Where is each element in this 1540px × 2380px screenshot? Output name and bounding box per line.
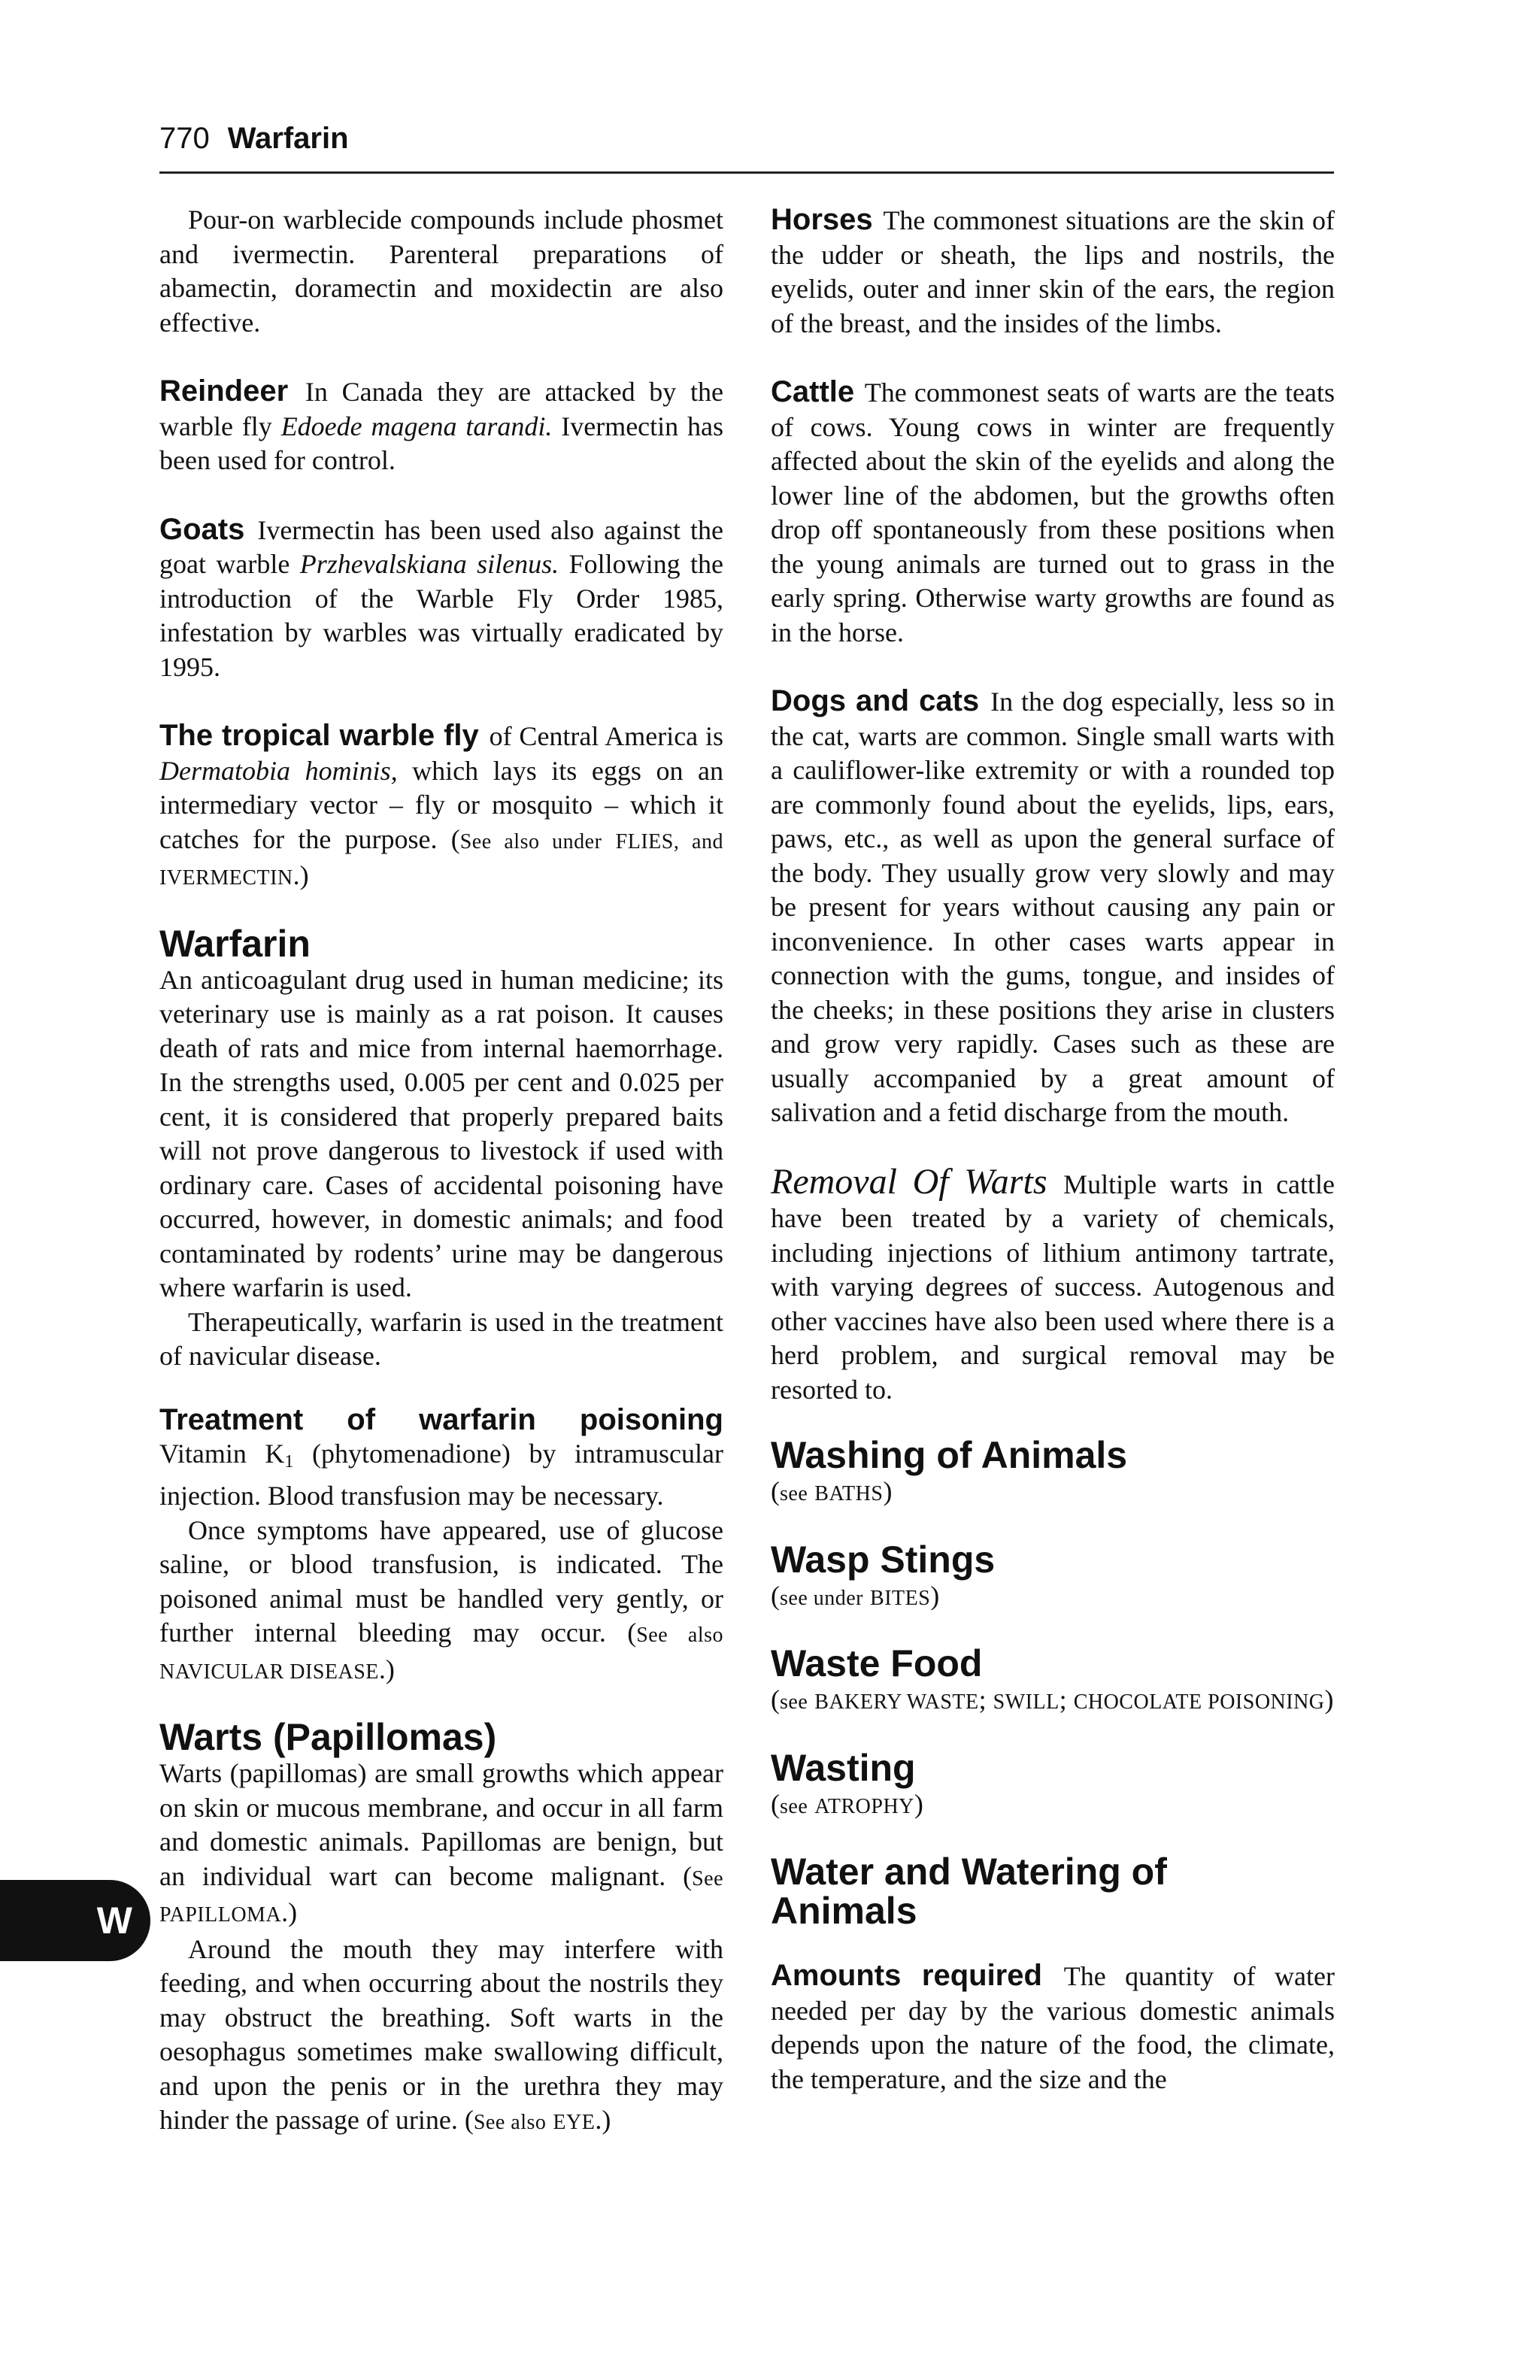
entry-heading-waste-food: Waste Food xyxy=(771,1642,983,1684)
wasp-see: (see under BITES) xyxy=(771,1580,940,1611)
cross-ref-atrophy[interactable]: ATROPHY xyxy=(814,1794,914,1818)
entry-heading-water: Water and Watering of Animals xyxy=(771,1851,1167,1932)
dogs-cats-text: In the dog especially, less so in the cat, warts are common. Single small warts with a cauliflower-like extremity or with a rounded top are commonly found about the eyelids, lips, ears, paws, etc., as well as upon the general surface of the body. They usually grow very slowly and may be present for years without causing any pain or inconvenience. In other cases warts appear in connection with the gums, tongue, and insides of the cheeks; in these positions they arise in clusters and grow very rapidly. Cases such as these are usually accompanied by a great amount of salivation and a fetid discharge from the mouth. xyxy=(771,687,1335,1127)
tropical-text-end: which lays its eggs on an intermediary vector – fly or mosquito – which it catches for the purpose. ( xyxy=(159,755,723,854)
left-column xyxy=(159,203,723,2140)
waste-food-see: (see BAKERY WASTE; SWILL; CHOCOLATE POISONING) xyxy=(771,1684,1334,1715)
entry-heading-warts: Warts (Papillomas) xyxy=(159,1716,497,1758)
entry-heading-wasp-stings: Wasp Stings xyxy=(771,1538,996,1581)
horses-label: Horses xyxy=(771,203,873,236)
warts-text: Warts (papillomas) are small growths which appear on skin or mucous membrane, and occur in all farm and domestic animals. Papillomas are benign, but an individual wart can become malignant. ( xyxy=(159,1758,723,1891)
reindeer-label: Reindeer xyxy=(159,374,289,408)
close-paren: .) xyxy=(293,860,309,890)
goats-text-end: Following the introduction of the Warble Fly Order 1985, infestation by warbles was virtually eradicated by 1995. xyxy=(159,549,723,682)
cattle-text: The commonest seats of warts are the teats of cows. Young cows in winter are frequently affected about the skin of the eyelids and along the lower line of the abdomen, but the growths often drop off spontaneously from these positions when the young animals are turned out to grass in the early spring. Otherwise warty growths are found as in the horse. xyxy=(771,377,1335,647)
thumb-tab-letter: W xyxy=(96,1899,132,1942)
cross-ref-navicular-disease[interactable]: NAVICULAR DISEASE xyxy=(159,1660,379,1684)
entry-heading-warfarin: Warfarin xyxy=(159,922,311,965)
goats-species: Przhevalskiana silenus. xyxy=(299,549,559,579)
cross-ref-swill[interactable]: SWILL xyxy=(993,1690,1060,1714)
amounts-text: The quantity of water needed per day by the various domestic animals depends upon the nature of the food, the climate, the temperature, and the size and the xyxy=(771,1961,1335,2094)
cross-ref-ivermectin[interactable]: IVERMECTIN xyxy=(159,866,293,890)
see-label: see xyxy=(780,1482,808,1505)
entry-heading-wasting: Wasting xyxy=(771,1746,916,1789)
cross-ref-bakery-waste[interactable]: BAKERY WASTE xyxy=(814,1690,979,1714)
removal-text: Multiple warts in cattle have been treated by a variety of chemicals, including injections of lithium antimony tartrate, with varying degrees of success. Autogenous and other vaccines have also been used where there is a herd problem, and surgical removal may be resorted to. xyxy=(771,1169,1335,1405)
dogs-cats-label: Dogs and cats xyxy=(771,684,980,717)
reindeer-species: Edoede magena tarandi. xyxy=(280,411,553,441)
warts-paragraph-2 xyxy=(159,1933,723,2140)
treatment-paragraph-2 xyxy=(159,1514,723,1690)
see-label: See xyxy=(692,1866,723,1890)
tropical-text: of Central America is xyxy=(489,721,723,751)
cross-ref-chocolate-poisoning[interactable]: CHOCOLATE POISONING xyxy=(1073,1690,1325,1714)
goats-paragraph xyxy=(159,513,723,685)
horses-text: The commonest situations are the skin of the udder or sheath, the lips and nostrils, the eyelids, outer and inner skin of the ears, the region of the breast, and the insides of the limbs. xyxy=(771,205,1335,338)
thumb-index-tab xyxy=(0,1880,150,1961)
page-number: 770 xyxy=(159,122,210,155)
cross-ref-flies[interactable]: FLIES xyxy=(615,829,674,853)
tropical-warble-label: The tropical warble fly xyxy=(159,719,479,752)
running-head xyxy=(159,120,1332,156)
warblecide-paragraph: Pour-on warblecide compounds include phosmet and ivermectin. Parenteral preparations of abamectin, doramectin and moxidectin are also effective. xyxy=(159,205,723,338)
close-paren: .) xyxy=(281,1897,298,1927)
warts-paragraph-1 xyxy=(159,1757,723,1933)
removal-label: Removal Of Warts xyxy=(771,1161,1047,1202)
treatment-text: (phytomenadione) by intramuscular injection. Blood transfusion may be necessary. xyxy=(159,1438,723,1511)
entry-heading-washing: Washing of Animals xyxy=(771,1434,1128,1476)
warfarin-paragraph-2: Therapeutically, warfarin is used in the treatment of navicular disease. xyxy=(159,1306,723,1371)
cross-ref-baths[interactable]: BATHS xyxy=(814,1482,884,1505)
running-title: Warfarin xyxy=(227,122,349,155)
cross-ref-eye[interactable]: EYE xyxy=(553,2111,596,2134)
vitamin-subscript: 1 xyxy=(284,1451,294,1472)
close-paren: .) xyxy=(595,2105,611,2135)
and-label: , and xyxy=(673,829,723,853)
dogs-cats-paragraph xyxy=(771,684,1335,1130)
see-label: see xyxy=(780,1690,808,1714)
header-rule xyxy=(159,171,1334,174)
horses-paragraph xyxy=(771,203,1335,341)
warts-text-2: Around the mouth they may interfere with feeding, and when occurring about the nostrils they may obstruct the breathing. Soft warts in the oesophagus sometimes make swallowing difficult, and upon the penis or in the urethra they may hinder the passage of urine. ( xyxy=(159,1933,723,2135)
reindeer-text-end: Ivermectin has been used for control. xyxy=(159,411,724,475)
treatment-text-2: Once symptoms have appeared, use of glucose saline, or blood transfusion, is indicated. The poisoned animal must be handled very gently, or further internal bleeding may occur. ( xyxy=(159,1514,723,1648)
see-also-label: See also under xyxy=(459,829,602,853)
reindeer-paragraph xyxy=(159,374,723,478)
cattle-paragraph xyxy=(771,375,1335,650)
cross-ref-bites[interactable]: BITES xyxy=(870,1586,931,1610)
tropical-species: Dermatobia hominis, xyxy=(159,755,398,786)
reindeer-text: In Canada they are attacked by the warble fly xyxy=(159,377,724,441)
right-column xyxy=(771,203,1335,2097)
treatment-paragraph-1 xyxy=(159,1437,723,1514)
cattle-label: Cattle xyxy=(771,375,855,408)
warfarin-paragraph-1: An anticoagulant drug used in human medicine; its veterinary use is mainly as a rat poison. It causes death of rats and mice from internal haemorrhage. In the strengths used, 0.005 per cent and 0.025 per cent, it is considered that properly prepared baits will not prove dangerous to livestock if used with ordinary care. Cases of accidental poisoning have occurred, however, in domestic animals; and food contaminated by rodents’ urine may be dangerous where warfarin is used. xyxy=(159,964,723,1302)
removal-paragraph xyxy=(771,1161,1335,1408)
cross-ref-papilloma[interactable]: PAPILLOMA xyxy=(159,1903,282,1927)
tropical-warble-paragraph xyxy=(159,719,723,896)
see-label: see xyxy=(780,1794,808,1818)
washing-see: (see BATHS) xyxy=(771,1476,893,1506)
see-also-label: See also xyxy=(473,2111,547,2134)
goats-text: Ivermectin has been used also against the goat warble xyxy=(159,514,724,579)
vitamin-text: Vitamin K xyxy=(159,1438,285,1469)
amounts-label: Amounts required xyxy=(771,1959,1042,1992)
subheading-treatment: Treatment of warfarin poisoning xyxy=(159,1402,723,1436)
wasting-see: (see ATROPHY) xyxy=(771,1788,923,1819)
goats-label: Goats xyxy=(159,512,245,546)
close-paren: .) xyxy=(378,1654,395,1684)
amounts-paragraph xyxy=(771,1959,1335,2097)
see-also-label: See also xyxy=(636,1624,723,1647)
see-label: see under xyxy=(780,1586,864,1610)
